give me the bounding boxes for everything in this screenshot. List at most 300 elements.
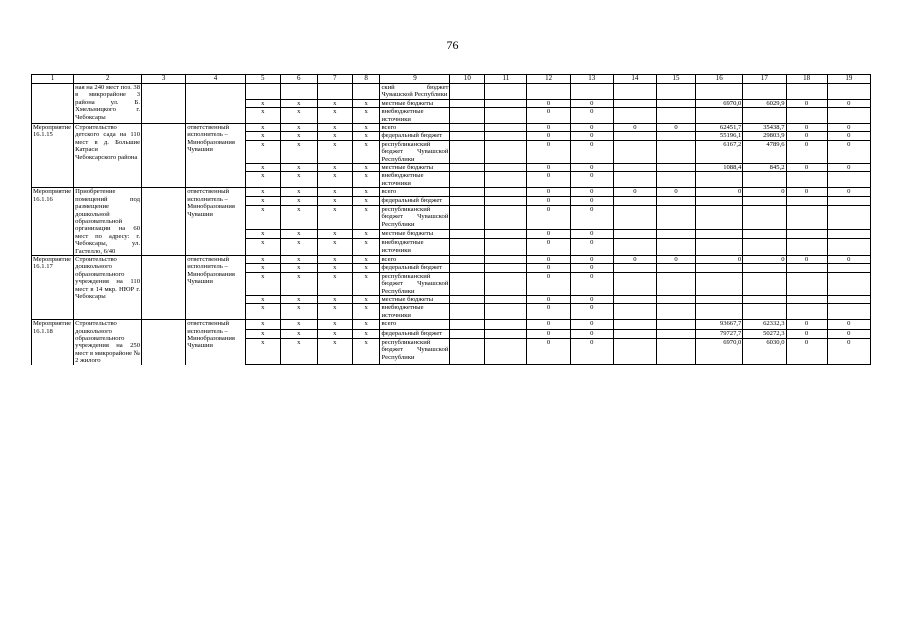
value-cell: x xyxy=(280,239,317,256)
value-cell xyxy=(657,329,696,338)
value-cell: 0 xyxy=(786,188,827,197)
value-cell xyxy=(786,108,827,124)
value-cell: x xyxy=(245,339,280,365)
event-name-cell: Строительство дошкольного образовательного учреждения на 250 мест в микрорайоне № 2 жилого xyxy=(75,320,140,365)
value-cell: 0 xyxy=(570,339,613,365)
value-cell: x xyxy=(317,124,352,132)
value-cell: x xyxy=(352,304,380,320)
value-cell: 6030,0 xyxy=(743,339,786,365)
value-cell: x xyxy=(245,108,280,124)
value-cell: 0 xyxy=(527,132,570,140)
value-cell xyxy=(485,172,527,188)
value-cell xyxy=(657,304,696,320)
value-cell: 0 xyxy=(570,264,613,272)
value-cell: 0 xyxy=(570,188,613,197)
value-cell xyxy=(827,172,870,188)
value-cell: x xyxy=(280,205,317,229)
value-cell xyxy=(743,239,786,256)
value-cell: x xyxy=(352,164,380,172)
value-cell: 0 xyxy=(570,99,613,107)
column-number-cell: 7 xyxy=(317,75,352,84)
value-cell: 6029,9 xyxy=(743,99,786,107)
value-cell xyxy=(657,205,696,229)
value-cell xyxy=(485,239,527,256)
value-cell: 0 xyxy=(527,205,570,229)
value-cell: x xyxy=(352,172,380,188)
value-cell: x xyxy=(280,140,317,163)
executor-cell: ответственный исполнитель – Минобразования Чувашии xyxy=(186,255,246,319)
value-cell xyxy=(450,304,485,320)
event-name-cell: ная на 240 мест поз. 38 в микрорайоне 3 района ул. Б. Хмельницкого г. Чебоксары xyxy=(74,84,142,124)
event-name-cell: Строительство дошкольного образовательного учреждения на 110 мест в 14 мкр. НЮР г. Чебоксары xyxy=(74,255,142,319)
value-cell: 0 xyxy=(570,132,613,140)
value-cell: x xyxy=(245,164,280,172)
value-cell: 0 xyxy=(570,230,613,239)
empty-cell xyxy=(142,84,186,124)
value-cell: 0 xyxy=(743,255,786,263)
value-cell: 0 xyxy=(527,264,570,272)
value-cell xyxy=(743,84,786,100)
value-cell xyxy=(450,264,485,272)
value-cell: x xyxy=(317,172,352,188)
value-cell: 0 xyxy=(570,255,613,263)
value-cell xyxy=(657,108,696,124)
value-cell: 0 xyxy=(570,272,613,295)
value-cell xyxy=(352,84,380,100)
value-cell: x xyxy=(352,108,380,124)
value-cell xyxy=(613,164,656,172)
value-cell: x xyxy=(352,188,380,197)
value-cell: 0 xyxy=(570,320,613,329)
value-cell xyxy=(450,255,485,263)
value-cell: x xyxy=(245,329,280,338)
value-cell xyxy=(696,239,743,256)
value-cell xyxy=(450,230,485,239)
value-cell: 35438,7 xyxy=(743,124,786,132)
value-cell: 0 xyxy=(570,172,613,188)
value-cell xyxy=(450,99,485,107)
empty-cell xyxy=(142,320,186,365)
value-cell: 0 xyxy=(827,164,870,172)
value-cell: x xyxy=(317,132,352,140)
value-cell: x xyxy=(245,197,280,206)
value-cell: 0 xyxy=(786,255,827,263)
funding-source-cell: внебюджетные источники xyxy=(380,239,450,256)
value-cell xyxy=(613,205,656,229)
column-number-cell: 13 xyxy=(570,75,613,84)
value-cell xyxy=(450,329,485,338)
table-row xyxy=(32,124,871,132)
table-row xyxy=(32,84,871,100)
executor-cell: ответственный исполнитель – Минобразования Чувашии xyxy=(186,188,246,256)
value-cell: x xyxy=(352,140,380,163)
value-cell: 0 xyxy=(657,124,696,132)
value-cell xyxy=(450,172,485,188)
value-cell: 50272,3 xyxy=(743,329,786,338)
value-cell xyxy=(696,304,743,320)
value-cell xyxy=(696,295,743,303)
value-cell xyxy=(696,264,743,272)
value-cell: x xyxy=(245,132,280,140)
value-cell xyxy=(827,239,870,256)
funding-source-cell: республиканский бюджет Чувашской Республики xyxy=(380,339,450,365)
value-cell: x xyxy=(317,197,352,206)
value-cell: x xyxy=(317,188,352,197)
value-cell: x xyxy=(245,239,280,256)
event-id-cell xyxy=(32,84,74,124)
value-cell: 0 xyxy=(570,304,613,320)
value-cell xyxy=(613,339,656,365)
value-cell xyxy=(485,329,527,338)
funding-source-cell: республиканский бюджет Чувашской Республики xyxy=(381,140,449,163)
value-cell xyxy=(786,172,827,188)
value-cell: x xyxy=(245,230,280,239)
value-cell: 0 xyxy=(527,230,570,239)
value-cell: 0 xyxy=(527,239,570,256)
value-cell: x xyxy=(245,205,280,229)
value-cell: x xyxy=(280,132,317,140)
value-cell xyxy=(613,230,656,239)
value-cell xyxy=(613,172,656,188)
column-number-cell: 4 xyxy=(186,75,246,84)
value-cell: x xyxy=(352,230,380,239)
value-cell: x xyxy=(245,140,280,163)
value-cell: 0 xyxy=(827,320,870,329)
value-cell: x xyxy=(280,272,317,295)
value-cell: x xyxy=(317,264,352,272)
value-cell: 0 xyxy=(570,205,613,229)
table-row xyxy=(32,320,871,329)
column-number-cell: 6 xyxy=(280,75,317,84)
value-cell xyxy=(786,230,827,239)
value-cell: x xyxy=(280,164,317,172)
value-cell: x xyxy=(352,205,380,229)
value-cell: 62332,3 xyxy=(743,320,786,329)
value-cell: 0 xyxy=(786,99,827,107)
funding-source-cell: местные бюджеты xyxy=(380,99,450,107)
executor-cell: ответственный исполнитель – Минобразования Чувашии xyxy=(186,320,246,365)
value-cell xyxy=(827,108,870,124)
value-cell: x xyxy=(245,264,280,272)
value-cell: 6970,0 xyxy=(696,339,743,365)
value-cell: x xyxy=(245,320,280,329)
event-id-cell: Мероприятие 16.1.17 xyxy=(32,255,74,319)
value-cell: x xyxy=(280,172,317,188)
value-cell xyxy=(827,295,870,303)
event-id-cell: Мероприятие 16.1.16 xyxy=(32,188,74,256)
event-id-cell: Мероприятие 16.1.18 xyxy=(32,320,74,365)
value-cell xyxy=(827,205,870,229)
value-cell xyxy=(450,108,485,124)
value-cell xyxy=(743,230,786,239)
value-cell: 0 xyxy=(786,329,827,338)
value-cell xyxy=(485,164,527,172)
value-cell xyxy=(450,188,485,197)
value-cell: x xyxy=(352,264,380,272)
value-cell xyxy=(450,239,485,256)
value-cell xyxy=(485,188,527,197)
value-cell xyxy=(450,205,485,229)
value-cell xyxy=(485,84,527,100)
event-id-cell: Мероприятие 16.1.15 xyxy=(32,124,74,188)
value-cell: 0 xyxy=(527,339,570,365)
value-cell: x xyxy=(352,239,380,256)
value-cell xyxy=(485,230,527,239)
funding-source-cell: внебюджетные источники xyxy=(380,304,450,320)
value-cell xyxy=(613,197,656,206)
value-cell: x xyxy=(280,124,317,132)
funding-source-cell: федеральный бюджет xyxy=(380,329,450,338)
value-cell xyxy=(657,230,696,239)
value-cell xyxy=(827,84,870,100)
value-cell xyxy=(743,172,786,188)
value-cell: x xyxy=(317,140,352,163)
value-cell xyxy=(657,84,696,100)
empty-cell xyxy=(142,124,186,188)
value-cell xyxy=(527,84,570,100)
value-cell xyxy=(485,264,527,272)
value-cell: 0 xyxy=(696,255,743,263)
value-cell xyxy=(485,304,527,320)
value-cell xyxy=(786,197,827,206)
value-cell: 0 xyxy=(527,99,570,107)
value-cell: x xyxy=(317,304,352,320)
value-cell: x xyxy=(317,255,352,263)
value-cell xyxy=(743,272,786,295)
value-cell xyxy=(657,132,696,140)
value-cell: 0 xyxy=(827,140,870,163)
value-cell xyxy=(613,320,656,329)
value-cell xyxy=(245,84,280,100)
value-cell: x xyxy=(317,272,352,295)
value-cell: x xyxy=(317,329,352,338)
value-cell xyxy=(613,272,656,295)
value-cell: 0 xyxy=(827,124,870,132)
value-cell xyxy=(743,304,786,320)
value-cell: x xyxy=(245,295,280,303)
value-cell xyxy=(696,272,743,295)
value-cell: 1088,4 xyxy=(696,164,743,172)
event-name-cell: Приобретение помещений под размещение дошкольной образовательной организации на 60 мест по адресу: г. Чебоксары, ул. Гастелло, 6/40 xyxy=(75,188,140,255)
column-number-cell: 19 xyxy=(827,75,870,84)
value-cell xyxy=(613,108,656,124)
value-cell: x xyxy=(352,329,380,338)
value-cell xyxy=(485,339,527,365)
value-cell: 0 xyxy=(657,188,696,197)
value-cell xyxy=(485,295,527,303)
value-cell: x xyxy=(280,304,317,320)
table-row xyxy=(32,188,871,197)
value-cell xyxy=(485,320,527,329)
value-cell: x xyxy=(245,124,280,132)
value-cell: 0 xyxy=(657,255,696,263)
value-cell xyxy=(613,329,656,338)
column-number-cell: 1 xyxy=(32,75,74,84)
value-cell xyxy=(657,272,696,295)
executor-cell xyxy=(186,84,246,124)
value-cell: x xyxy=(352,124,380,132)
funding-source-cell: федеральный бюджет xyxy=(380,132,450,140)
value-cell: 0 xyxy=(827,132,870,140)
value-cell xyxy=(450,295,485,303)
value-cell xyxy=(450,140,485,163)
column-number-cell: 11 xyxy=(485,75,527,84)
column-number-row xyxy=(32,75,871,84)
value-cell xyxy=(485,140,527,163)
value-cell: 0 xyxy=(786,124,827,132)
value-cell xyxy=(613,264,656,272)
page-number: 76 xyxy=(446,38,459,52)
value-cell: x xyxy=(280,329,317,338)
column-number-cell: 9 xyxy=(380,75,450,84)
value-cell xyxy=(827,304,870,320)
value-cell: 0 xyxy=(696,188,743,197)
value-cell xyxy=(613,132,656,140)
value-cell xyxy=(786,264,827,272)
value-cell xyxy=(450,132,485,140)
value-cell: 0 xyxy=(527,255,570,263)
value-cell: 0 xyxy=(527,295,570,303)
value-cell: 0 xyxy=(827,329,870,338)
value-cell: 0 xyxy=(827,99,870,107)
value-cell xyxy=(696,205,743,229)
value-cell xyxy=(485,255,527,263)
value-cell: x xyxy=(352,339,380,365)
value-cell xyxy=(827,230,870,239)
funding-source-cell: всего xyxy=(380,255,450,263)
value-cell xyxy=(450,272,485,295)
table-row xyxy=(32,255,871,263)
column-number-cell: 12 xyxy=(527,75,570,84)
value-cell: 0 xyxy=(527,329,570,338)
value-cell: x xyxy=(317,108,352,124)
value-cell xyxy=(743,197,786,206)
funding-source-cell: местные бюджеты xyxy=(380,164,450,172)
value-cell: x xyxy=(317,320,352,329)
value-cell xyxy=(657,140,696,163)
value-cell: 79727,7 xyxy=(696,329,743,338)
value-cell: 0 xyxy=(570,140,613,163)
value-cell: x xyxy=(280,320,317,329)
value-cell: x xyxy=(280,188,317,197)
value-cell xyxy=(786,295,827,303)
value-cell xyxy=(696,84,743,100)
funding-source-cell: ский бюджет Чувашской Республики xyxy=(381,84,449,99)
column-number-cell: 5 xyxy=(245,75,280,84)
funding-source-cell: федеральный бюджет xyxy=(380,264,450,272)
value-cell xyxy=(743,264,786,272)
value-cell: x xyxy=(317,339,352,365)
value-cell xyxy=(657,339,696,365)
value-cell: x xyxy=(317,205,352,229)
value-cell: x xyxy=(352,255,380,263)
value-cell: x xyxy=(280,197,317,206)
value-cell xyxy=(657,99,696,107)
value-cell xyxy=(485,197,527,206)
value-cell: x xyxy=(352,197,380,206)
funding-source-cell: местные бюджеты xyxy=(380,295,450,303)
value-cell: 0 xyxy=(570,197,613,206)
value-cell: x xyxy=(317,230,352,239)
column-number-cell: 16 xyxy=(696,75,743,84)
value-cell: 0 xyxy=(613,255,656,263)
value-cell: x xyxy=(317,295,352,303)
empty-cell xyxy=(142,188,186,256)
value-cell: 0 xyxy=(570,329,613,338)
value-cell: x xyxy=(317,164,352,172)
column-number-cell: 18 xyxy=(786,75,827,84)
value-cell xyxy=(317,84,352,100)
value-cell: 0 xyxy=(786,339,827,365)
funding-source-cell: всего xyxy=(380,320,450,329)
value-cell: 0 xyxy=(786,132,827,140)
value-cell: 0 xyxy=(613,124,656,132)
value-cell: 0 xyxy=(786,164,827,172)
value-cell xyxy=(450,320,485,329)
column-number-cell: 14 xyxy=(613,75,656,84)
value-cell xyxy=(450,124,485,132)
value-cell: x xyxy=(245,172,280,188)
value-cell: 0 xyxy=(527,197,570,206)
value-cell xyxy=(696,108,743,124)
value-cell xyxy=(570,84,613,100)
value-cell xyxy=(827,264,870,272)
value-cell: 0 xyxy=(786,320,827,329)
value-cell xyxy=(450,197,485,206)
executor-cell: ответственный исполнитель – Минобразования Чувашии xyxy=(186,124,246,188)
value-cell xyxy=(657,295,696,303)
value-cell xyxy=(827,197,870,206)
value-cell xyxy=(485,205,527,229)
column-number-cell: 2 xyxy=(74,75,142,84)
value-cell xyxy=(786,84,827,100)
value-cell xyxy=(657,197,696,206)
value-cell: 0 xyxy=(527,188,570,197)
value-cell xyxy=(613,140,656,163)
value-cell xyxy=(450,339,485,365)
column-number-cell: 10 xyxy=(450,75,485,84)
value-cell: 6167,2 xyxy=(696,140,743,163)
value-cell xyxy=(485,124,527,132)
value-cell: x xyxy=(280,295,317,303)
value-cell: x xyxy=(245,255,280,263)
value-cell: 29803,9 xyxy=(743,132,786,140)
value-cell: x xyxy=(245,304,280,320)
value-cell xyxy=(743,295,786,303)
value-cell: 0 xyxy=(527,272,570,295)
value-cell xyxy=(613,239,656,256)
value-cell xyxy=(485,272,527,295)
value-cell xyxy=(613,99,656,107)
value-cell: x xyxy=(280,230,317,239)
value-cell xyxy=(743,108,786,124)
funding-source-cell: республиканский бюджет Чувашской Республики xyxy=(381,272,449,295)
value-cell xyxy=(613,84,656,100)
value-cell xyxy=(657,264,696,272)
value-cell xyxy=(696,172,743,188)
value-cell xyxy=(485,132,527,140)
value-cell xyxy=(657,172,696,188)
value-cell: x xyxy=(352,295,380,303)
funding-source-cell: всего xyxy=(380,188,450,197)
value-cell xyxy=(657,164,696,172)
value-cell: x xyxy=(317,99,352,107)
column-number-cell: 8 xyxy=(352,75,380,84)
value-cell: 0 xyxy=(613,188,656,197)
value-cell: 0 xyxy=(570,239,613,256)
value-cell: 845,2 xyxy=(743,164,786,172)
value-cell: 62451,7 xyxy=(696,124,743,132)
